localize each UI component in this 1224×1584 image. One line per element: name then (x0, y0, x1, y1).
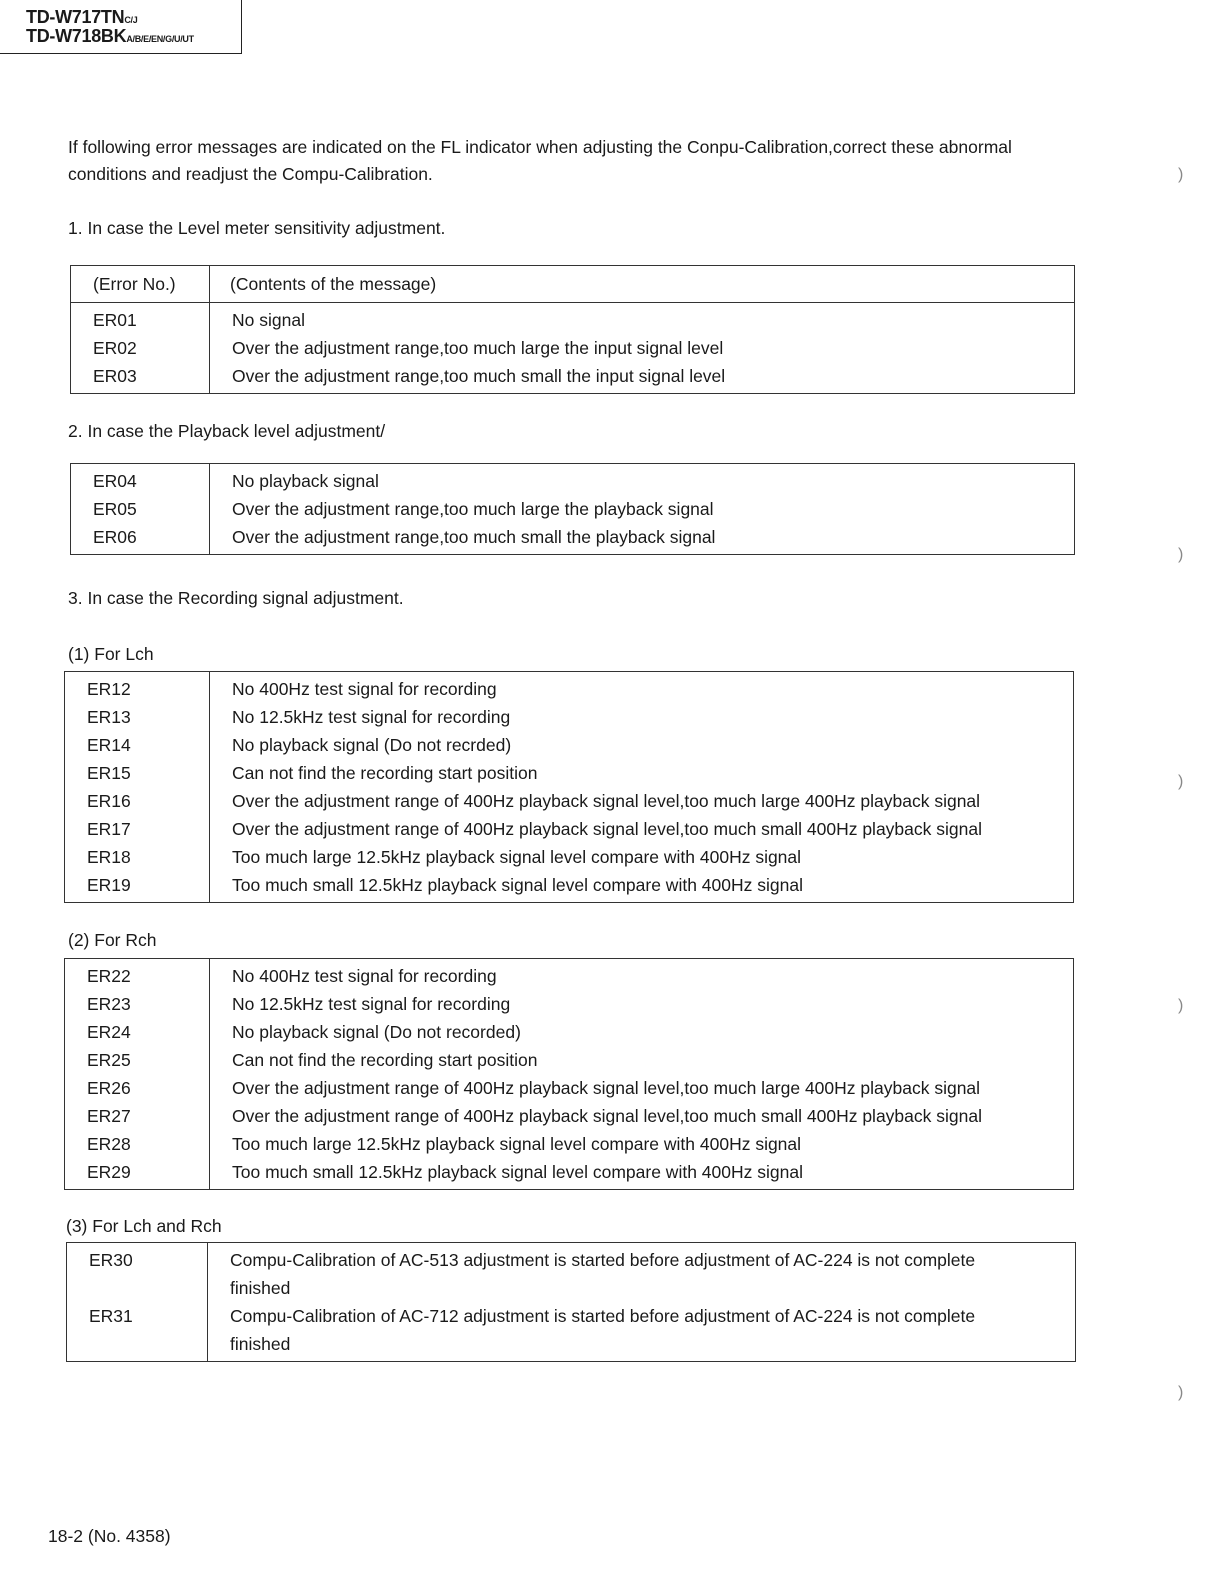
error-message: Over the adjustment range of 400Hz playback signal level,too much small 400Hz playback signal (232, 819, 982, 839)
section-2-table (70, 463, 1075, 555)
rch-title: (2) For Rch (68, 930, 157, 950)
margin-mark: ) (1178, 997, 1184, 1014)
table-row (65, 843, 1074, 871)
table-row (65, 990, 1074, 1018)
error-code: ER19 (65, 871, 210, 903)
error-message-line: finished (230, 1334, 291, 1354)
error-message: Too much large 12.5kHz playback signal level compare with 400Hz signal (232, 1134, 802, 1154)
table-header-row (71, 266, 1075, 303)
error-message: Over the adjustment range of 400Hz playback signal level,too much small 400Hz playback signal (232, 1106, 982, 1126)
table-row (65, 1046, 1074, 1074)
error-message: Over the adjustment range,too much large the input signal level (232, 338, 724, 358)
rch-table (64, 958, 1074, 1190)
error-message: No playback signal (232, 471, 379, 491)
table-row (65, 1074, 1074, 1102)
section-1-title: 1. In case the Level meter sensitivity adjustment. (68, 218, 446, 238)
error-code: ER04 (71, 464, 210, 496)
table-row (65, 672, 1074, 704)
error-code: ER27 (65, 1102, 210, 1130)
error-message: Over the adjustment range,too much large the playback signal (232, 499, 714, 519)
error-message: No 12.5kHz test signal for recording (232, 707, 511, 727)
error-code: ER16 (65, 787, 210, 815)
both-channels-title: (3) For Lch and Rch (66, 1216, 222, 1236)
table-row (71, 362, 1075, 394)
error-code: ER03 (71, 362, 210, 394)
error-code: ER02 (71, 334, 210, 362)
error-message: No signal (232, 310, 305, 330)
error-message (208, 1302, 1076, 1362)
table-row (65, 1158, 1074, 1190)
margin-mark: ) (1178, 773, 1184, 790)
table-row (65, 759, 1074, 787)
error-code: ER05 (71, 495, 210, 523)
table-row (65, 959, 1074, 991)
table-row (65, 871, 1074, 903)
section-1-table (70, 265, 1075, 394)
error-code: ER22 (65, 959, 210, 991)
error-code: ER25 (65, 1046, 210, 1074)
section-2-title: 2. In case the Playback level adjustment/ (68, 421, 386, 441)
error-message: Too much small 12.5kHz playback signal level compare with 400Hz signal (232, 1162, 803, 1182)
model-number-1: TD-W717TNC/J (26, 7, 138, 27)
error-code: ER18 (65, 843, 210, 871)
error-message: Can not find the recording start position (232, 763, 538, 783)
model-number-2: TD-W718BKA/B/E/EN/G/U/UT (26, 26, 194, 46)
error-code: ER26 (65, 1074, 210, 1102)
section-3-title: 3. In case the Recording signal adjustment. (68, 588, 404, 608)
error-message: No playback signal (Do not recorded) (232, 1022, 521, 1042)
table-row (65, 1102, 1074, 1130)
margin-mark: ) (1178, 546, 1184, 563)
error-message: Too much large 12.5kHz playback signal level compare with 400Hz signal (232, 847, 802, 867)
table-row (71, 523, 1075, 555)
error-code: ER06 (71, 523, 210, 555)
table-row (67, 1302, 1076, 1362)
error-message: No 400Hz test signal for recording (232, 966, 497, 986)
page-footer: 18-2 (No. 4358) (48, 1526, 171, 1546)
model-header-box (0, 0, 242, 54)
error-code: ER17 (65, 815, 210, 843)
error-message-line: Compu-Calibration of AC-712 adjustment is started before adjustment of AC-224 is not complete (230, 1306, 976, 1326)
table-row (71, 303, 1075, 335)
both-channels-table (66, 1242, 1076, 1362)
error-code: ER28 (65, 1130, 210, 1158)
error-code: ER29 (65, 1158, 210, 1190)
table-row (65, 1018, 1074, 1046)
error-message: Can not find the recording start position (232, 1050, 538, 1070)
table-row (65, 731, 1074, 759)
table-row (67, 1243, 1076, 1303)
error-message: No 12.5kHz test signal for recording (232, 994, 511, 1014)
error-code: ER23 (65, 990, 210, 1018)
error-message: No playback signal (Do not recrded) (232, 735, 512, 755)
intro-paragraph: If following error messages are indicated on the FL indicator when adjusting the Conpu-Calibration,correct these abnormal conditions and readjust the Compu-Calibration. (68, 137, 1012, 184)
lch-table (64, 671, 1074, 903)
lch-title: (1) For Lch (68, 644, 154, 664)
error-message-line: finished (230, 1278, 291, 1298)
error-message: Too much small 12.5kHz playback signal level compare with 400Hz signal (232, 875, 803, 895)
table-row (65, 703, 1074, 731)
error-code: ER13 (65, 703, 210, 731)
error-message: Over the adjustment range of 400Hz playback signal level,too much large 400Hz playback signal (232, 791, 981, 811)
header-contents: (Contents of the message) (210, 266, 1075, 303)
error-message: Over the adjustment range,too much small the playback signal (232, 527, 716, 547)
error-code: ER15 (65, 759, 210, 787)
table-row (65, 815, 1074, 843)
error-code: ER01 (71, 303, 210, 335)
error-code: ER30 (67, 1243, 208, 1303)
error-code: ER31 (67, 1302, 208, 1362)
table-row (65, 787, 1074, 815)
table-row (71, 495, 1075, 523)
error-message: Over the adjustment range,too much small the input signal level (232, 366, 726, 386)
header-error-no: (Error No.) (71, 266, 210, 303)
error-message: Over the adjustment range of 400Hz playback signal level,too much large 400Hz playback signal (232, 1078, 981, 1098)
error-code: ER14 (65, 731, 210, 759)
error-message (208, 1243, 1076, 1303)
table-row (71, 464, 1075, 496)
table-row (65, 1130, 1074, 1158)
error-code: ER12 (65, 672, 210, 704)
error-message-line: Compu-Calibration of AC-513 adjustment is started before adjustment of AC-224 is not complete (230, 1250, 976, 1270)
margin-mark: ) (1178, 1384, 1184, 1401)
margin-mark: ) (1178, 166, 1184, 183)
error-code: ER24 (65, 1018, 210, 1046)
table-row (71, 334, 1075, 362)
error-message: No 400Hz test signal for recording (232, 679, 497, 699)
